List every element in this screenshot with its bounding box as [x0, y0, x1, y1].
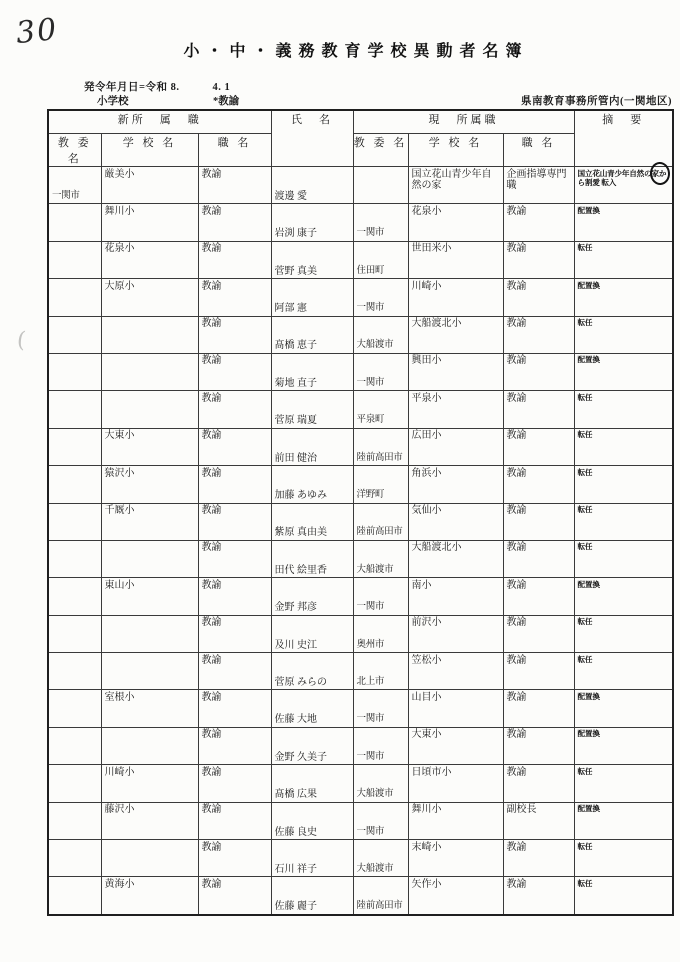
cell-remark: 転任	[574, 503, 673, 540]
cell-new-board	[48, 391, 101, 428]
cell-new-board	[48, 615, 101, 652]
cell-name: 佐藤 良史	[271, 802, 353, 839]
cell-current-position: 教諭	[503, 727, 574, 764]
cell-remark: 転任	[574, 316, 673, 353]
cell-current-board: 大船渡市	[353, 540, 408, 577]
table-row	[48, 391, 673, 428]
cell-current-board: 一関市	[353, 204, 408, 241]
header-new-affiliation: 新所 属 職	[48, 110, 271, 134]
office-jurisdiction-label: 県南教育事務所管内(一関地区)	[521, 96, 672, 107]
cell-new-position: 教諭	[198, 615, 271, 652]
cell-remark: 転任	[574, 615, 673, 652]
transfer-roster-table	[47, 109, 674, 916]
cell-current-school: 大船渡北小	[408, 540, 503, 577]
header-name: 氏 名	[271, 110, 353, 167]
cell-new-position: 教諭	[198, 428, 271, 465]
subtitle-line	[0, 93, 680, 109]
cell-name: 髙橋 広果	[271, 765, 353, 802]
cell-current-school: 南小	[408, 578, 503, 615]
cell-new-position: 教諭	[198, 241, 271, 278]
cell-current-school: 世田米小	[408, 241, 503, 278]
cell-current-school: 前沢小	[408, 615, 503, 652]
cell-current-position: 教諭	[503, 653, 574, 690]
cell-current-board: 一関市	[353, 802, 408, 839]
cell-new-school: 厳美小	[101, 167, 198, 204]
cell-current-school: 舞川小	[408, 802, 503, 839]
cell-remark: 転任	[574, 653, 673, 690]
table-row	[48, 316, 673, 353]
cell-remark: 転任	[574, 840, 673, 877]
cell-current-board: 陸前高田市	[353, 428, 408, 465]
cell-current-board: 住田町	[353, 241, 408, 278]
table-row	[48, 765, 673, 802]
cell-current-position: 教諭	[503, 353, 574, 390]
cell-new-school	[101, 540, 198, 577]
cell-new-school	[101, 353, 198, 390]
cell-name: 及川 史江	[271, 615, 353, 652]
table-row	[48, 802, 673, 839]
cell-remark: 配置換	[574, 204, 673, 241]
table-row	[48, 877, 673, 915]
cell-current-position: 教諭	[503, 316, 574, 353]
cell-remark: 転任	[574, 540, 673, 577]
table-row	[48, 503, 673, 540]
cell-new-board	[48, 840, 101, 877]
cell-current-board: 一関市	[353, 690, 408, 727]
cell-current-board: 一関市	[353, 353, 408, 390]
cell-new-school: 大東小	[101, 428, 198, 465]
header-new-school: 学 校 名	[101, 134, 198, 167]
cell-remark: 配置換	[574, 279, 673, 316]
cell-remark: 転任	[574, 391, 673, 428]
cell-current-school: 大東小	[408, 727, 503, 764]
table-row	[48, 653, 673, 690]
cell-new-board	[48, 690, 101, 727]
cell-new-board	[48, 279, 101, 316]
cell-new-school: 猿沢小	[101, 466, 198, 503]
issue-date-line: 発令年月日=令和 8. 4. 1	[84, 82, 231, 93]
cell-remark: 国立花山青少年自然の家から割愛 転入	[574, 167, 673, 204]
cell-current-board	[353, 167, 408, 204]
cell-new-position: 教諭	[198, 391, 271, 428]
table-row	[48, 690, 673, 727]
table-row	[48, 279, 673, 316]
cell-current-school: 花泉小	[408, 204, 503, 241]
header-current-position: 職 名	[503, 134, 574, 167]
cell-new-position: 教諭	[198, 802, 271, 839]
cell-remark: 転任	[574, 466, 673, 503]
cell-current-position: 教諭	[503, 540, 574, 577]
cell-current-school: 国立花山青少年自然の家	[408, 167, 503, 204]
cell-new-board	[48, 466, 101, 503]
cell-current-board: 北上市	[353, 653, 408, 690]
cell-new-board	[48, 316, 101, 353]
cell-name: 阿部 憲	[271, 279, 353, 316]
cell-new-position: 教諭	[198, 727, 271, 764]
cell-remark: 配置換	[574, 727, 673, 764]
cell-remark: 転任	[574, 428, 673, 465]
cell-new-position: 教諭	[198, 653, 271, 690]
cell-new-school: 大原小	[101, 279, 198, 316]
cell-name: 菅原 みらの	[271, 653, 353, 690]
handwritten-page-number: 30	[14, 11, 60, 52]
cell-name: 金野 邦彦	[271, 578, 353, 615]
cell-new-position: 教諭	[198, 353, 271, 390]
cell-name: 石川 祥子	[271, 840, 353, 877]
header-new-position: 職 名	[198, 134, 271, 167]
cell-current-school: 角浜小	[408, 466, 503, 503]
cell-current-position: 教諭	[503, 241, 574, 278]
cell-new-board: 一関市	[48, 167, 101, 204]
table-row	[48, 241, 673, 278]
cell-new-position: 教諭	[198, 167, 271, 204]
cell-new-position: 教諭	[198, 877, 271, 915]
cell-current-position: 教諭	[503, 840, 574, 877]
cell-new-school	[101, 840, 198, 877]
cell-name: 前田 健治	[271, 428, 353, 465]
cell-current-position: 教諭	[503, 428, 574, 465]
cell-name: 金野 久美子	[271, 727, 353, 764]
cell-current-board: 一関市	[353, 279, 408, 316]
cell-current-position: 教諭	[503, 466, 574, 503]
cell-new-board	[48, 578, 101, 615]
cell-new-position: 教諭	[198, 540, 271, 577]
cell-new-school: 室根小	[101, 690, 198, 727]
cell-current-position: 企画指導専門職	[503, 167, 574, 204]
cell-current-position: 教諭	[503, 578, 574, 615]
header-current-school: 学 校 名	[408, 134, 503, 167]
cell-new-school: 舞川小	[101, 204, 198, 241]
cell-new-school: 東山小	[101, 578, 198, 615]
cell-new-position: 教諭	[198, 204, 271, 241]
cell-new-school	[101, 615, 198, 652]
table-row	[48, 353, 673, 390]
table-row	[48, 840, 673, 877]
cell-current-board: 洋野町	[353, 466, 408, 503]
table-row	[48, 540, 673, 577]
table-row	[48, 167, 673, 204]
table-row	[48, 727, 673, 764]
cell-name: 佐藤 麗子	[271, 877, 353, 915]
cell-current-school: 平泉小	[408, 391, 503, 428]
cell-new-board	[48, 241, 101, 278]
cell-name: 佐藤 大地	[271, 690, 353, 727]
cell-remark: 配置換	[574, 578, 673, 615]
cell-remark: 配置換	[574, 353, 673, 390]
cell-new-board	[48, 503, 101, 540]
cell-current-school: 気仙小	[408, 503, 503, 540]
header-current-affiliation: 現 所属職	[353, 110, 574, 134]
cell-new-board	[48, 540, 101, 577]
cell-new-school: 花泉小	[101, 241, 198, 278]
cell-new-school	[101, 653, 198, 690]
header-remarks: 摘 要	[574, 110, 673, 167]
table-row	[48, 578, 673, 615]
table-row	[48, 466, 673, 503]
cell-current-position: 教諭	[503, 279, 574, 316]
cell-current-school: 矢作小	[408, 877, 503, 915]
cell-current-board: 大船渡市	[353, 840, 408, 877]
cell-current-board: 一関市	[353, 578, 408, 615]
document-title: 小・中・義務教育学校異動者名簿	[183, 43, 529, 60]
header-current-board: 教 委 名	[353, 134, 408, 167]
cell-new-position: 教諭	[198, 840, 271, 877]
cell-current-school: 興田小	[408, 353, 503, 390]
cell-current-board: 大船渡市	[353, 316, 408, 353]
cell-new-position: 教諭	[198, 466, 271, 503]
cell-new-position: 教諭	[198, 279, 271, 316]
cell-remark: 配置換	[574, 802, 673, 839]
cell-current-position: 教諭	[503, 204, 574, 241]
cell-current-board: 奥州市	[353, 615, 408, 652]
cell-current-school: 山目小	[408, 690, 503, 727]
cell-current-position: 教諭	[503, 391, 574, 428]
cell-new-school: 藤沢小	[101, 802, 198, 839]
cell-name: 菊地 直子	[271, 353, 353, 390]
cell-name: 菅原 瑞夏	[271, 391, 353, 428]
cell-current-school: 日頃市小	[408, 765, 503, 802]
cell-current-board: 平泉町	[353, 391, 408, 428]
cell-current-board: 陸前高田市	[353, 877, 408, 915]
cell-current-position: 教諭	[503, 877, 574, 915]
cell-new-school: 黄海小	[101, 877, 198, 915]
cell-new-board	[48, 653, 101, 690]
cell-current-board: 陸前高田市	[353, 503, 408, 540]
cell-current-school: 川崎小	[408, 279, 503, 316]
cell-current-board: 一関市	[353, 727, 408, 764]
cell-new-position: 教諭	[198, 578, 271, 615]
cell-current-position: 副校長	[503, 802, 574, 839]
cell-new-position: 教諭	[198, 316, 271, 353]
cell-current-position: 教諭	[503, 765, 574, 802]
cell-new-school	[101, 727, 198, 764]
cell-current-board: 大船渡市	[353, 765, 408, 802]
table-row	[48, 428, 673, 465]
cell-remark: 配置換	[574, 690, 673, 727]
cell-new-position: 教諭	[198, 503, 271, 540]
cell-new-school: 川崎小	[101, 765, 198, 802]
table-row	[48, 204, 673, 241]
cell-new-board	[48, 877, 101, 915]
cell-new-school	[101, 391, 198, 428]
cell-current-position: 教諭	[503, 503, 574, 540]
table-row	[48, 615, 673, 652]
cell-new-board	[48, 204, 101, 241]
pencil-paren-artifact: (	[15, 327, 27, 354]
cell-new-school: 千厩小	[101, 503, 198, 540]
cell-name: 髙橋 恵子	[271, 316, 353, 353]
cell-new-position: 教諭	[198, 690, 271, 727]
cell-current-school: 末崎小	[408, 840, 503, 877]
cell-current-school: 広田小	[408, 428, 503, 465]
cell-current-school: 笠松小	[408, 653, 503, 690]
cell-current-school: 大船渡北小	[408, 316, 503, 353]
cell-new-board	[48, 727, 101, 764]
school-type-label: 小学校	[97, 96, 129, 107]
cell-name: 菅野 真美	[271, 241, 353, 278]
cell-name: 岩渕 康子	[271, 204, 353, 241]
cell-name: 紫原 真由美	[271, 503, 353, 540]
cell-current-position: 教諭	[503, 690, 574, 727]
cell-remark: 転任	[574, 765, 673, 802]
cell-name: 渡邊 愛	[271, 167, 353, 204]
cell-new-board	[48, 428, 101, 465]
cell-remark: 転任	[574, 241, 673, 278]
cell-new-board	[48, 802, 101, 839]
cell-new-school	[101, 316, 198, 353]
cell-name: 加藤 あゆみ	[271, 466, 353, 503]
cell-new-board	[48, 353, 101, 390]
position-filter-label: *教諭	[213, 96, 240, 107]
header-group-row	[48, 110, 673, 134]
cell-remark: 転任	[574, 877, 673, 915]
header-new-board: 教 委 名	[48, 134, 101, 167]
cell-new-position: 教諭	[198, 765, 271, 802]
cell-current-position: 教諭	[503, 615, 574, 652]
cell-new-board	[48, 765, 101, 802]
cell-name: 田代 絵里香	[271, 540, 353, 577]
